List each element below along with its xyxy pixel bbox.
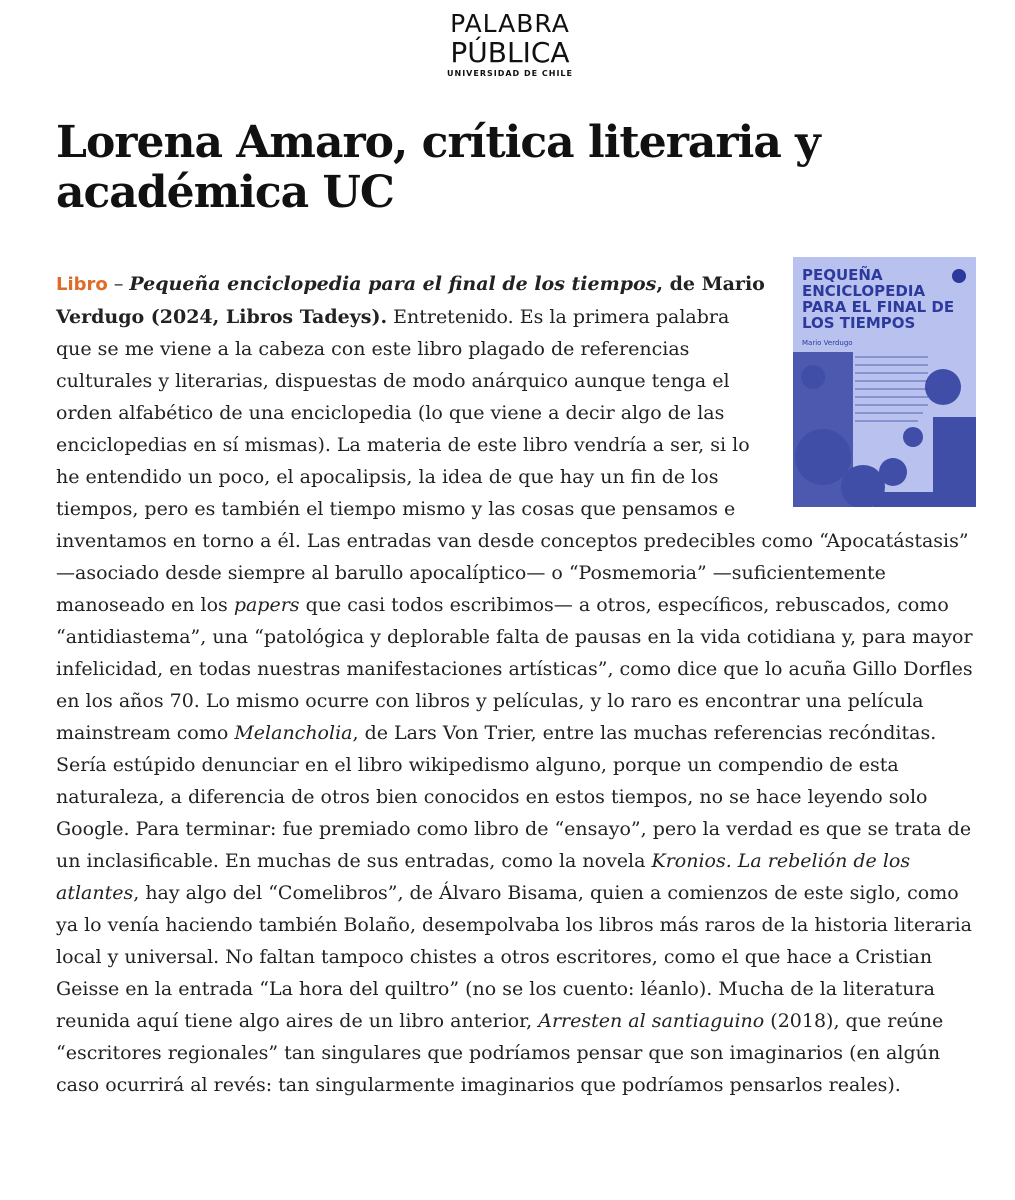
body-text-5: (2018), que reúne “escritores regionales” tan singulares que podríamos pensar que son imaginarios (en algún caso ocurrirá al revés: tan singularmente imaginarios que podríamos pensarlos reales). [56,1010,944,1096]
category-dash: – [107,273,130,295]
site-logo[interactable] [445,10,575,86]
italic-arresten: Arresten al santiaguino [538,1010,765,1032]
book-meta: , de Mario Verdugo (2024, Libros Tadeys). [56,273,765,328]
article-title: Lorena Amaro, crítica literaria y académica UC [56,117,820,218]
body-text-4: , hay algo del “Comelibros”, de Álvaro Bisama, quien a comienzos de este siglo, como ya lo venía haciendo también Bolaño, desempolvaba los libros más raros de la historia literaria local y universal. No faltan tampoco chistes a otros escritores, como el que hace a Cristian Geisse en la entrada “La hora del quiltro” (no se los cuento: léanlo). Mucha de la literatura reunida aquí tiene algo aires de un libro anterior, [56,882,972,1032]
body-text-3: , de Lars Von Trier, entre las muchas referencias recónditas. Sería estúpido denunciar en el libro wikipedismo alguno, porque un compendio de esta naturaleza, a diferencia de otros bien conocidos en estos tiempos, no se hace leyendo solo Google. Para terminar: fue premiado como libro de “ensayo”, pero la verdad es que se trata de un inclasificable. En muchas de sus entradas, como la novela [56,722,972,872]
italic-papers: papers [233,594,300,616]
cover-author: Mario Verdugo [802,339,853,347]
italic-melancholia: Melancholia [234,722,353,744]
italic-kronios: Kronios. La rebelión de los atlantes [56,850,911,904]
cover-spacer [766,268,976,500]
body-text-2: que casi todos escribimos— a otros, específicos, rebuscados, como “antidiastema”, una “patológica y deplorable falta de pausas en la vida cotidiana y, para mayor infelicidad, en todas nuestras manifestaciones artísticas”, como dice que lo acuña Gillo Dorfles en los años 70. Lo mismo ocurre con libros y películas, y lo raro es encontrar una película mainstream como [56,594,973,744]
category-label[interactable]: Libro [56,274,108,295]
article-body [56,268,976,1101]
logo-line-1: PALABRA [450,9,570,38]
logo-line-3: UNIVERSIDAD DE CHILE [447,69,573,78]
book-title: Pequeña enciclopedia para el final de los tiempos [129,273,657,295]
logo-line-2: PÚBLICA [450,36,570,69]
body-text-1: Entretenido. Es la primera palabra que se me viene a la cabeza con este libro plagado de referencias culturales y literarias, dispuestas de modo anárquico aunque tenga el orden alfabético de una enciclopedia (lo que viene a decir algo de las enciclopedias en sí mismas). La materia de este libro vendría a ser, si lo he entendido un poco, el apocalipsis, la idea de que hay un fin de los tiempos, pero es también el tiempo mismo y las cosas que pensamos e inventamos en torno a él. Las entradas van desde conceptos predecibles como “Apocatástasis” —asociado desde siempre al barullo apocalíptico— o “Posmemoria” —suficientemente manoseado en los [56,306,969,616]
cover-title: PEQUEÑA ENCICLOPEDIA PARA EL FINAL DE LOS TIEMPOS [802,266,955,332]
